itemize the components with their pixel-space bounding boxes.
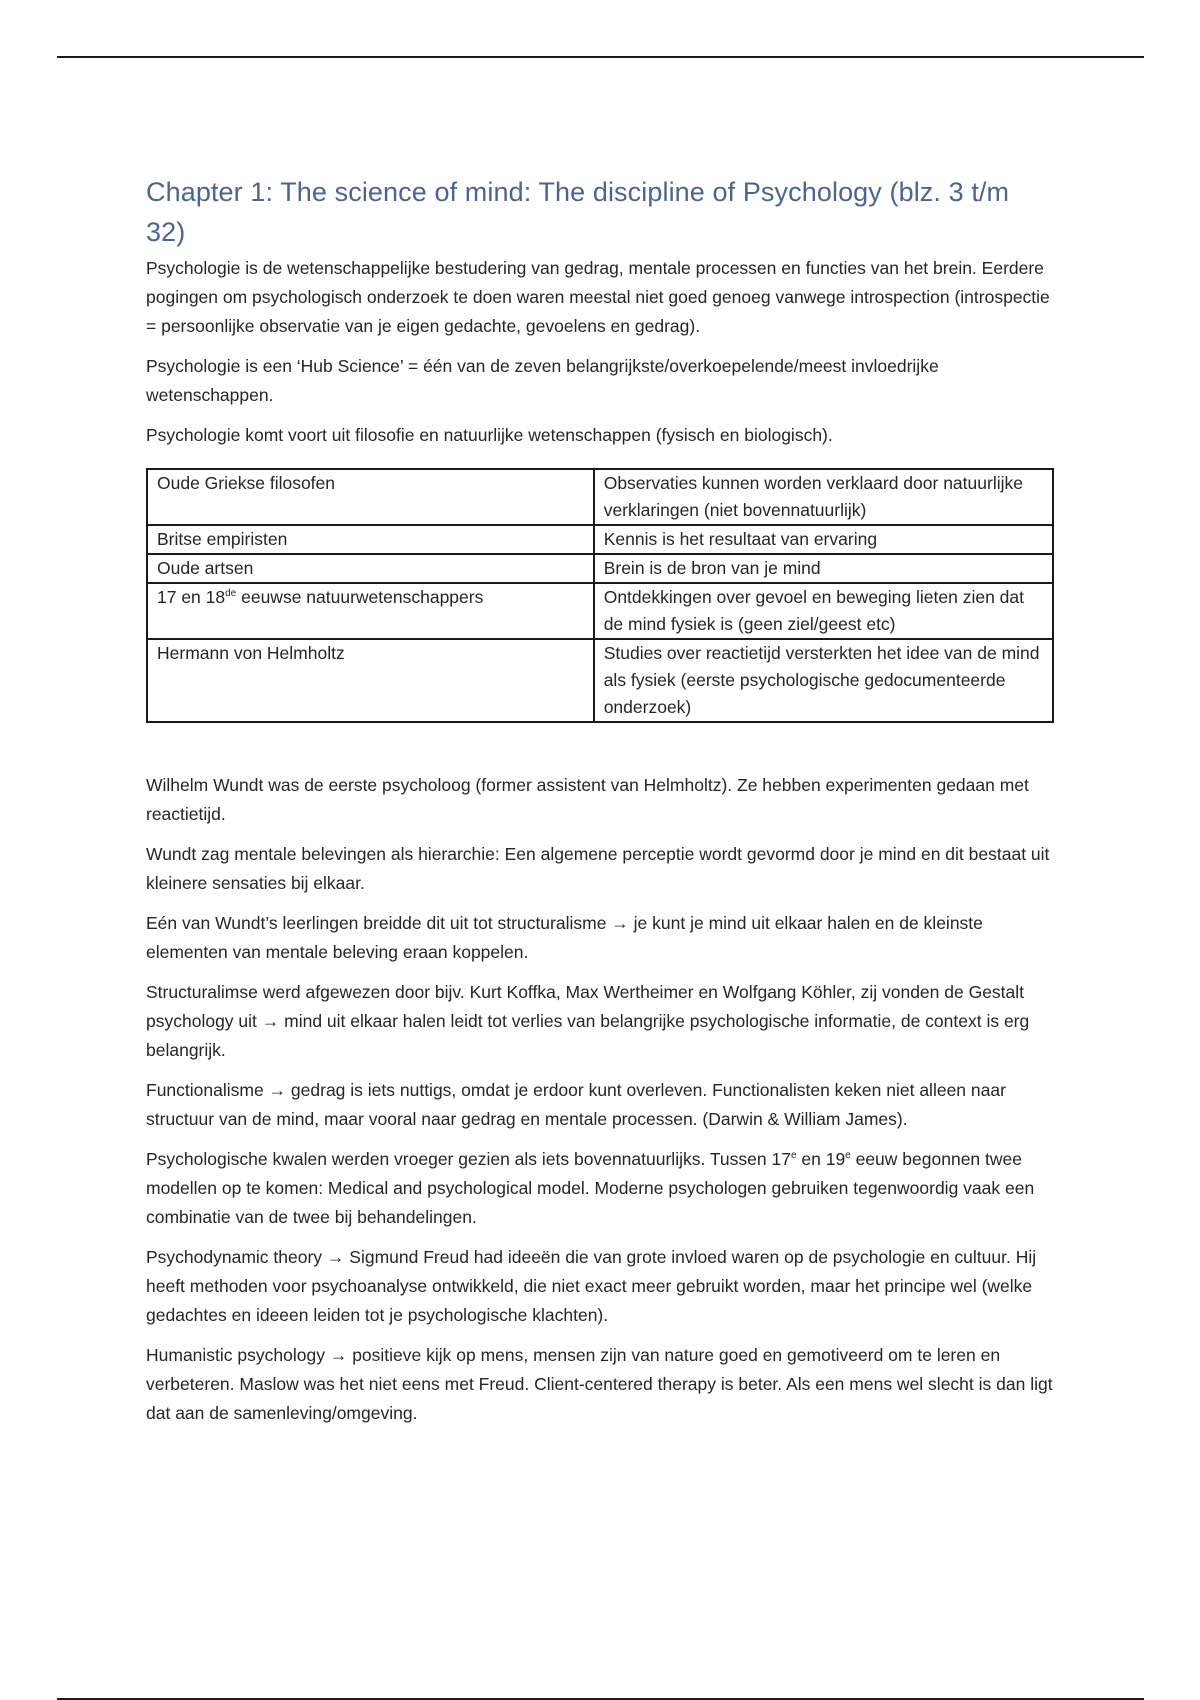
table-cell-source: Oude Griekse filosofen (147, 469, 594, 525)
paragraph-humanistic: Humanistic psychology → positieve kijk op mens, mensen zijn van nature goed en gemotiveerd om te leren en verbeteren. Maslow was het niet eens met Freud. Client-centered therapy is beter. Als een mens wel slecht is dan ligt dat aan de samenleving/omgeving. (146, 1345, 1053, 1423)
table-row (147, 525, 1053, 554)
chapter-title: Chapter 1: The science of mind: The discipline of Psychology (blz. 3 t/m 32) (146, 177, 1010, 247)
text-span: Psychologische kwalen werden vroeger gezien als iets bovennatuurlijks. Tussen 17 (146, 1149, 791, 1169)
table-cell-source: Britse empiristen (147, 525, 594, 554)
header-rule (57, 56, 1144, 58)
paragraph-gestalt: Structuralimse werd afgewezen door bijv. Kurt Koffka, Max Wertheimer en Wolfgang Köhler, zij vonden de Gestalt psychology uit → mind uit elkaar halen leidt tot verlies van belangrijke psychologische informatie, de context is erg belangrijk. (146, 982, 1030, 1060)
text-span: en 19 (796, 1149, 846, 1169)
table-row (147, 583, 1053, 639)
table-cell-contribution: Kennis is het resultaat van ervaring (594, 525, 1053, 554)
paragraph-hub-science: Psychologie is een ‘Hub Science’ = één van de zeven belangrijkste/overkoepelende/meest invloedrijke wetenschappen. (146, 356, 939, 405)
table-cell-source (147, 583, 594, 639)
paragraph-definition: Psychologie is de wetenschappelijke bestudering van gedrag, mentale processen en functies van het brein. Eerdere pogingen om psychologisch onderzoek te doen waren meestal niet goed genoeg vanwege introspection (introspectie = persoonlijke observatie van je eigen gedachte, gevoelens en gedrag). (146, 258, 1050, 336)
ordinal-superscript: de (225, 588, 237, 600)
table-cell-contribution: Studies over reactietijd versterkten het idee van de mind als fysiek (eerste psychologische gedocumenteerde onderzoek) (594, 639, 1053, 722)
table-cell-source: Oude artsen (147, 554, 594, 583)
source-text-post: eeuwse natuurwetenschappers (236, 587, 484, 607)
source-text-pre: 17 en 18 (157, 587, 226, 607)
table-row (147, 469, 1053, 525)
table-row (147, 639, 1053, 722)
table-cell-contribution: Brein is de bron van je mind (594, 554, 1053, 583)
paragraph-origins: Psychologie komt voort uit filosofie en natuurlijke wetenschappen (fysisch en biologisch). (146, 425, 833, 445)
paragraph-structuralism: Eén van Wundt’s leerlingen breidde dit uit tot structuralisme → je kunt je mind uit elkaar halen en de kleinste elementen van mentale beleving eraan koppelen. (146, 913, 983, 962)
origins-table (146, 468, 1054, 723)
paragraph-wundt: Wilhelm Wundt was de eerste psycholoog (former assistent van Helmholtz). Ze hebben experimenten gedaan met reactietijd. (146, 775, 1029, 824)
text-span: eeuw begonnen twee modellen op te komen: Medical and psychological model. Moderne psychologen gebruiken tegenwoordig vaak een combinatie van de twee bij behandelingen. (146, 1149, 1035, 1227)
ordinal-superscript: e (845, 1150, 851, 1162)
paragraph-hierarchy: Wundt zag mentale belevingen als hierarchie: Een algemene perceptie wordt gevormd door je mind en dit bestaat uit kleinere sensaties bij elkaar. (146, 844, 1050, 893)
table-cell-contribution: Observaties kunnen worden verklaard door natuurlijke verklaringen (niet bovennatuurlijk) (594, 469, 1053, 525)
document-body (146, 172, 1056, 1439)
ordinal-superscript: e (790, 1150, 797, 1162)
paragraph-psychological-ailments (146, 1145, 1056, 1232)
paragraph-functionalism: Functionalisme → gedrag is iets nuttigs, omdat je erdoor kunt overleven. Functionalisten keken niet alleen naar structuur van de mind, maar vooral naar gedrag en mentale processen. (Darwin & William James). (146, 1080, 1006, 1129)
table-row (147, 554, 1053, 583)
table-cell-contribution: Ontdekkingen over gevoel en beweging lieten zien dat de mind fysiek is (geen ziel/geest etc) (594, 583, 1053, 639)
table-cell-source: Hermann von Helmholtz (147, 639, 594, 722)
paragraph-psychodynamic: Psychodynamic theory → Sigmund Freud had ideeën die van grote invloed waren op de psychologie en cultuur. Hij heeft methoden voor psychoanalyse ontwikkeld, die niet exact meer gebruikt worden, maar het principe wel (welke gedachtes en ideeen leiden tot je psychologische klachten). (146, 1247, 1037, 1325)
